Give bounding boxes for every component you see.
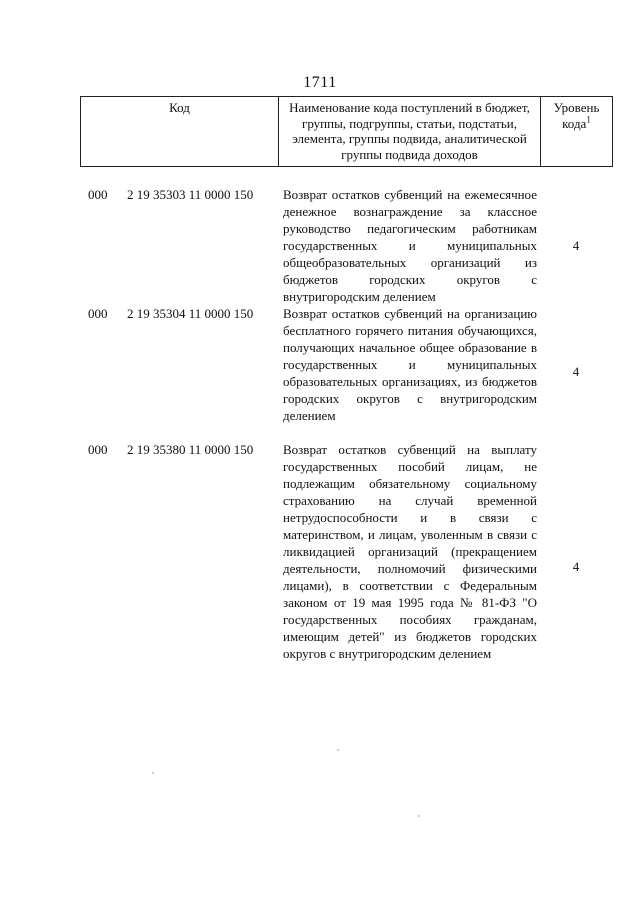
table-header — [80, 96, 613, 167]
row-prefix: 000 — [88, 306, 108, 321]
header-name-label: Наименование кода поступлений в бюджет, группы, подгруппы, статьи, подстатьи, элемента, группы подвида, аналитической группы подвида доходов — [289, 100, 530, 162]
header-name-cell — [279, 97, 541, 166]
row-name: Возврат остатков субвенций на ежемесячное денежное вознаграждение за классное руководство педагогическим работникам государственных и муниципальных общеобразовательных организаций из бюджетов городских округов с внутригородским делением — [283, 187, 537, 304]
row-code: 2 19 35380 11 0000 150 — [127, 442, 254, 457]
row-code: 2 19 35303 11 0000 150 — [127, 187, 254, 202]
header-level-label: Уровень кода — [553, 100, 600, 131]
scan-speck — [337, 749, 339, 751]
scan-speck — [418, 815, 420, 817]
row-name: Возврат остатков субвенций на выплату государственных пособий лицам, не подлежащим обязательному социальному страхованию на случай временной нетрудоспособности и в связи с материнством, и лицам, уволенным в связи с ликвидацией организаций (прекращением деятельности, полномочий физическими лицами), в соответствии с Федеральным законом от 19 мая 1995 года № 81-ФЗ "О государственных пособиях гражданам, имеющим детей" из бюджетов городских округов с внутригородским делением — [283, 442, 537, 661]
row-code: 2 19 35304 11 0000 150 — [127, 306, 254, 321]
header-code-cell — [81, 97, 279, 166]
header-code-label: Код — [169, 100, 190, 115]
row-level: 4 — [572, 238, 580, 253]
row-prefix: 000 — [88, 442, 108, 457]
row-prefix: 000 — [88, 187, 108, 202]
header-level-footnote: 1 — [586, 114, 591, 125]
page-number: 1711 — [303, 74, 337, 91]
row-name: Возврат остатков субвенций на организацию бесплатного горячего питания обучающихся, получающих начальное общее образование в государственных и муниципальных образовательных организациях, из бюджетов городских округов с внутригородским делением — [283, 306, 537, 423]
row-level: 4 — [572, 364, 580, 379]
scan-speck — [152, 772, 154, 774]
row-level: 4 — [572, 559, 580, 574]
header-level-cell — [541, 97, 612, 166]
